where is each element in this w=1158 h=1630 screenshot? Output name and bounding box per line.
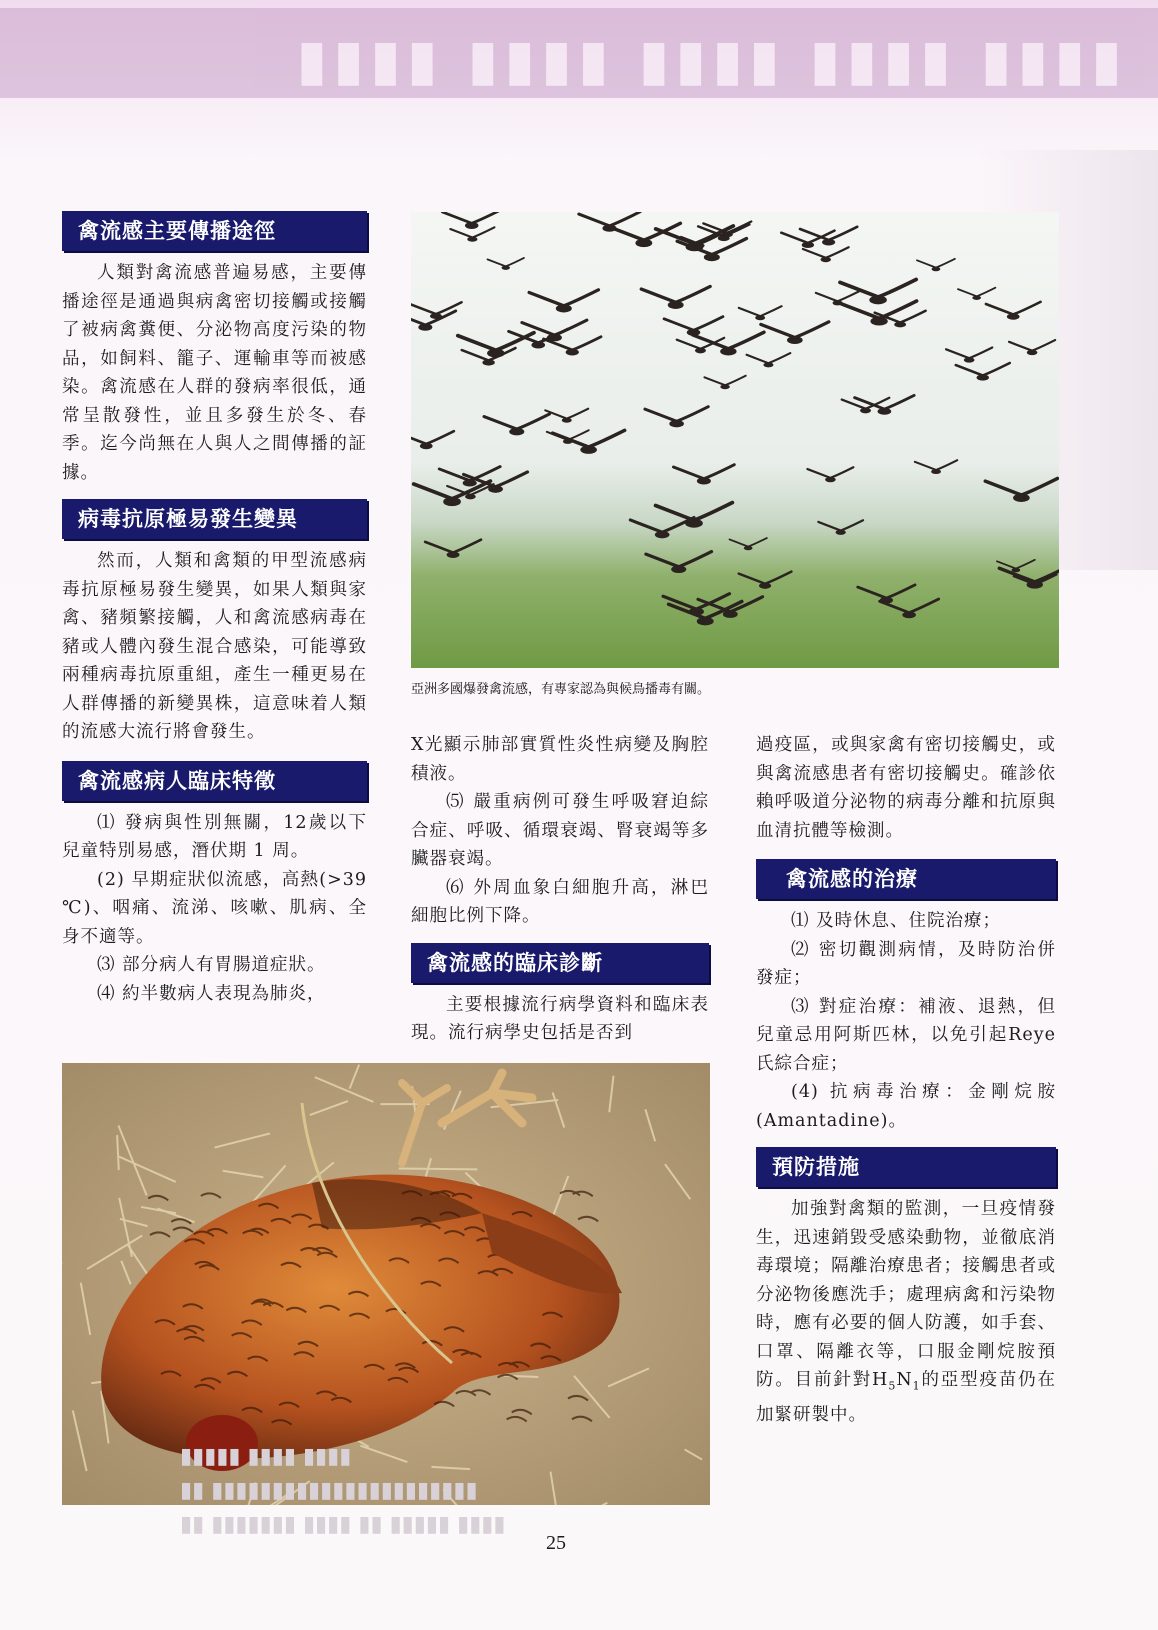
goose-body: [755, 315, 765, 320]
column-right: [756, 731, 1056, 1430]
goose-body: [878, 408, 892, 415]
goose-body: [467, 237, 477, 242]
migratory-geese-photo: [411, 212, 1059, 668]
goose-body: [825, 477, 836, 482]
column-middle: [411, 731, 709, 1048]
show-through-text: ▮▮▮▮ ▮▮▮▮ ▮▮▮▮ ▮▮▮▮ ▮▮▮▮: [296, 28, 1128, 93]
goose-body: [689, 608, 704, 616]
section-heading-clinical-features: 禽流感病人臨床特徵: [62, 761, 367, 801]
list-item: ⑶ 部分病人有胃腸道症狀。: [97, 955, 326, 975]
goose-body: [531, 342, 545, 349]
goose-body: [802, 242, 814, 248]
list-item: ⑹ 外周血象白細胞升高，淋巴細胞比例下降。: [411, 877, 709, 926]
section-heading-diagnosis: 禽流感的臨床診斷: [411, 943, 709, 983]
goose-body: [1027, 350, 1038, 355]
goose-body: [718, 235, 730, 241]
column-left: [62, 211, 367, 1008]
goose-body: [894, 322, 906, 328]
goose-body: [931, 469, 941, 474]
goose-body: [1012, 568, 1021, 572]
section-text-mutation: 然而，人類和禽類的甲型流感病毒抗原極易發生變異，如果人類與家禽、豬頻繁接觸，人和禽流感病毒在豬或人體內發生混合感染，可能導致兩種病毒抗原重組，產生一種更易在人群傳播的新變異株，這意味着人類的流感大流行將會發生。: [62, 551, 367, 742]
goose-body: [547, 334, 562, 341]
list-item: ⑴ 發病與性別無關，12歲以下兒童特別易感，潛伏期 1 周。: [62, 812, 367, 861]
goose-body: [972, 296, 981, 300]
list-item: ⑷ 約半數病人表現為肺炎，: [97, 983, 326, 1004]
list-item: ⑶ 對症治療：補液、退熱，但兒童忌用阿斯匹林，以免引起Reye氏綜合症；: [756, 996, 1056, 1074]
goose-body: [509, 428, 524, 436]
goose-body: [562, 418, 572, 423]
goose-body: [655, 531, 670, 538]
goose-body: [671, 565, 686, 573]
goose-body: [697, 617, 714, 625]
goose-body: [695, 348, 706, 353]
section-heading-prevention: 預防措施: [756, 1147, 1056, 1187]
goose-body: [602, 225, 616, 232]
goose-body: [465, 494, 476, 499]
dead-chicken-photo: [62, 1063, 710, 1505]
goose-body: [836, 530, 846, 535]
continued-text: X光顯示肺部實質性炎性病變及胸腔積液。: [411, 735, 709, 784]
goose-body: [463, 479, 477, 486]
goose-body: [669, 420, 684, 427]
goose-body: [720, 347, 736, 355]
goose-body: [787, 336, 803, 344]
goose-body: [635, 239, 652, 247]
list-item: ⑸ 嚴重病例可發生呼吸窘迫綜合症、呼吸、循環衰竭、腎衰竭等多臟器衰竭。: [411, 792, 709, 869]
continued-text: 過疫區，或與家禽有密切接觸史，或與禽流感患者有密切接觸史。確診依賴呼吸道分泌物的病毒分離和抗原與血清抗體等檢測。: [756, 735, 1056, 841]
subscript-5: 5: [888, 1379, 897, 1393]
section-heading-transmission: 禽流感主要傳播途徑: [62, 211, 367, 251]
list-item: ⑴ 及時休息、住院治療；: [791, 911, 1002, 931]
section-text-prevention: [756, 1195, 1056, 1430]
subscript-1: 1: [912, 1379, 921, 1393]
goose-body: [704, 253, 720, 261]
goose-body: [744, 546, 753, 550]
goose-body: [822, 239, 835, 246]
goose-body: [488, 485, 503, 492]
show-through-footer: ▮▮▮▮▮ ▮▮▮▮ ▮▮▮▮ ▮▮ ▮▮▮▮▮▮▮▮▮▮▮▮▮▮▮▮▮▮▮▮▮▮ ▮▮ ▮▮▮▮▮▮▮ ▮▮▮▮ ▮▮ ▮▮▮▮▮ ▮▮▮▮: [180, 1444, 506, 1537]
goose-body: [697, 478, 711, 485]
goose-body: [687, 329, 701, 336]
goose-body: [964, 357, 975, 362]
goose-body: [580, 446, 597, 454]
section-heading-mutation: 病毒抗原極易發生變異: [62, 499, 367, 539]
prevention-text-n: N: [896, 1370, 913, 1390]
goose-body: [447, 552, 460, 558]
goose-body: [420, 443, 433, 449]
goose-body: [932, 267, 941, 271]
goose-body: [668, 301, 684, 309]
page-number: 25: [546, 1532, 566, 1554]
list-item: (2) 早期症狀似流感，高熱(>39 ℃)、咽痛、流涕、咳嗽、肌病、全身不適等。: [62, 869, 367, 947]
goose-body: [880, 597, 893, 604]
show-through-banner: [0, 8, 1158, 98]
section-heading-treatment: 禽流感的治療: [756, 859, 1056, 899]
goose-body: [869, 296, 887, 305]
goose-body: [465, 222, 479, 229]
section-text-diagnosis: 主要根據流行病學資料和臨床表現。流行病學史包括是否到: [411, 994, 709, 1043]
goose-body: [720, 384, 730, 389]
photo-caption: 亞洲多國爆發禽流感，有專家認為與候鳥播毒有關。: [411, 682, 711, 697]
goose-body: [820, 257, 831, 262]
goose-body: [1030, 584, 1040, 589]
prevention-text-a: 加強對禽類的監測，一旦疫情發生，迅速銷毀受感染動物，並徹底消毒環境；隔離治療患者；接觸患者或分泌物後應洗手；處理病禽和污染物時，應有必要的個人防護，如手套、口罩、隔離衣等，口服金剛烷胺預防。目前針對H: [756, 1199, 1056, 1390]
goose-body: [566, 349, 579, 356]
list-item: (4) 抗病毒治療：金剛烷胺(Amantadine)。: [756, 1082, 1056, 1131]
section-text-transmission: 人類對禽流感普遍易感，主要傳播途徑是通過與病禽密切接觸或接觸了被病禽糞便、分泌物高度污染的物品，如飼料、籠子、運輸車等而被感染。禽流感在人群的發病率很低，通常呈散發性，並且多發生於冬、春季。迄今尚無在人與人之間傳播的証據。: [62, 263, 367, 483]
goose-body: [977, 374, 989, 380]
goose-body: [759, 583, 771, 589]
goose-body: [482, 359, 494, 365]
goose-body: [502, 266, 510, 270]
goose-body: [443, 497, 461, 506]
goose-body: [418, 324, 432, 331]
goose-body: [860, 408, 871, 413]
list-item: ⑵ 密切觀測病情，及時防治併發症；: [756, 939, 1056, 988]
goose-body: [870, 317, 887, 326]
goose-body: [556, 304, 572, 312]
goose-body: [902, 611, 916, 618]
straw-strand: [399, 1168, 478, 1169]
goose-body: [1007, 313, 1020, 319]
prevention-text-b: 的亞型疫苗仍在加緊研製中。: [756, 1370, 1057, 1425]
goose-body: [763, 362, 773, 367]
goose-body: [1013, 494, 1030, 502]
